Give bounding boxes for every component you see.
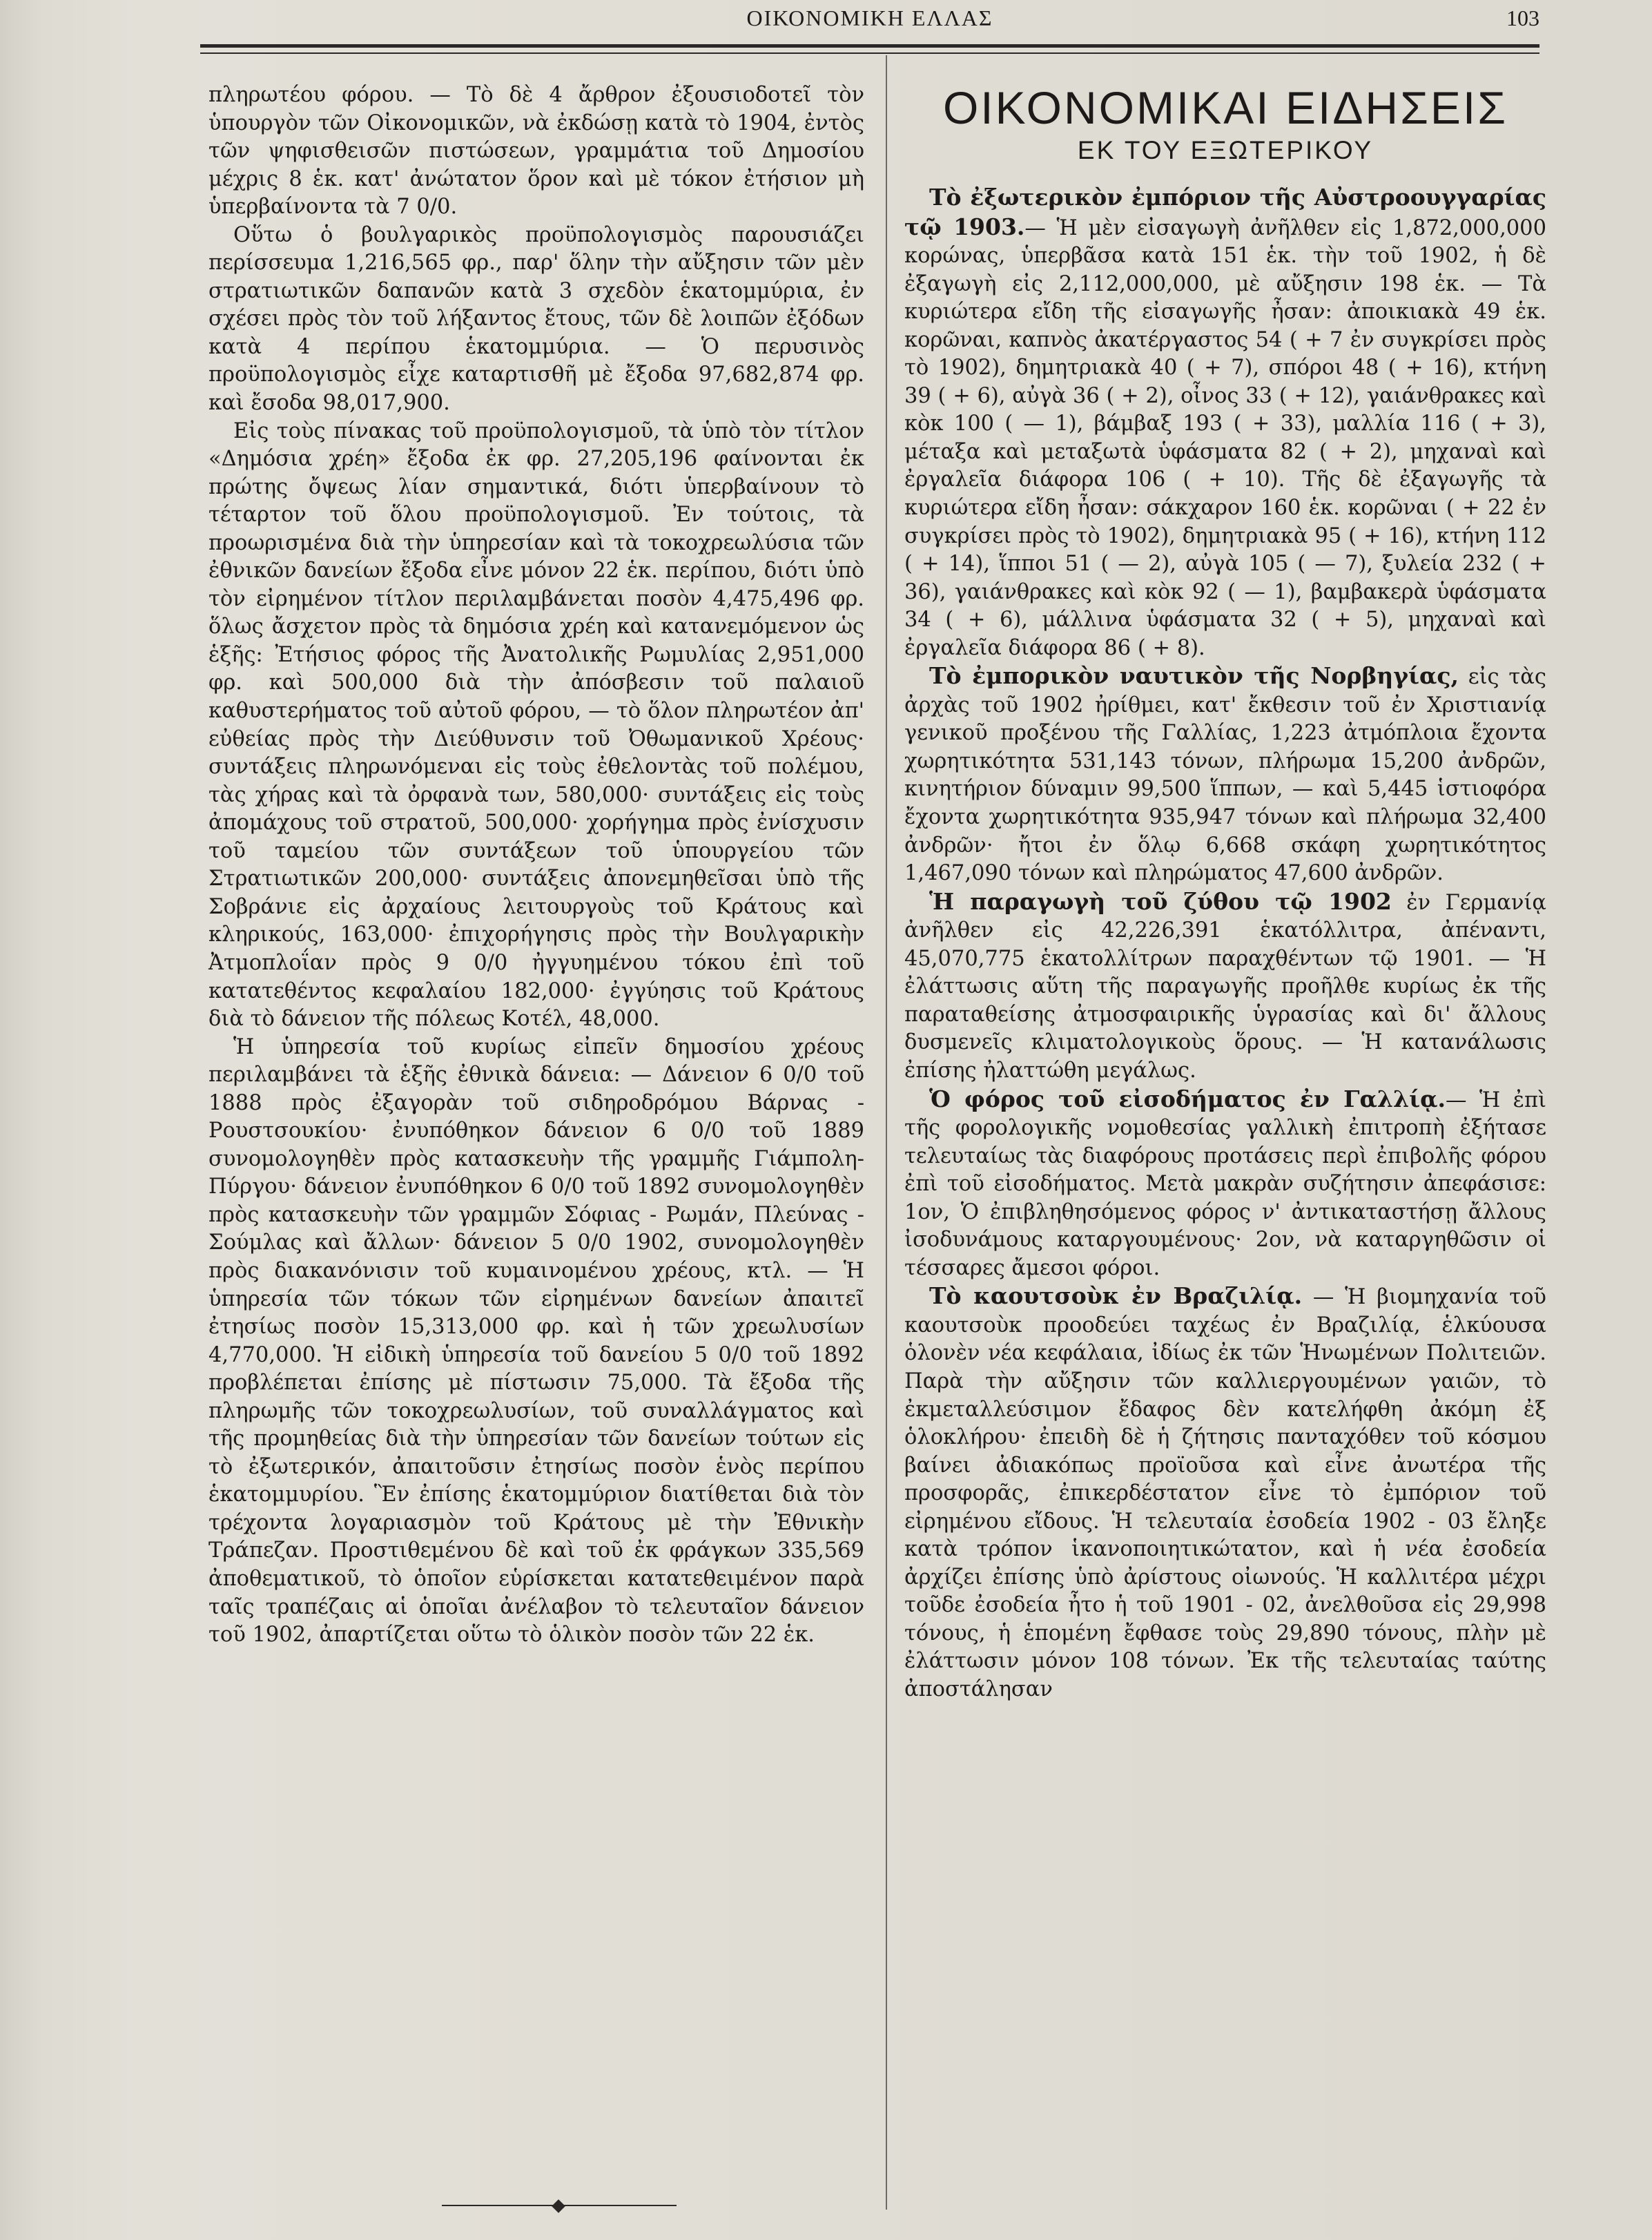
paragraph-2: Οὕτω ὁ βουλγαρικὸς προϋπολογισμὸς παρουσιάζει περίσσευμα 1,216,565 φρ., παρ' ὅλην τὴν αὔξησιν τῶν μὲν στρατιωτικῶν δαπανῶν κατὰ 3 σχεδὸν ἑκατομμύρια, ἐν σχέσει πρὸς τὸν τοῦ λήξαντος ἔτους, τῶν δὲ λοιπῶν ἐξόδων κατὰ 4 περίπου ἑκατομμύρια. — Ὁ περυσινὸς προϋπολογισμὸς εἶχε καταρτισθῆ μὲ ἔξοδα 97,682,874 φρ. καὶ ἔσοδα 98,017,900. (208, 222, 864, 416)
ornament-diamond-icon (552, 2199, 565, 2213)
header-title: ΟΙΚΟΝΟΜΙΚΗ ΕΛΛΑΣ (746, 6, 993, 30)
news-heading: Τὸ καουτσοὺκ ἐν Βραζιλίᾳ. (929, 1282, 1303, 1310)
column-divider (886, 55, 887, 2210)
news-item-beer (904, 888, 1546, 1085)
news-text: ἐν Γερμανίᾳ ἀνῆλθεν εἰς 42,226,391 ἑκατόλλιτρα, ἀπέναντι, 45,070,775 ἑκατολλίτρων παραχθέντων τῷ 1901. — Ἡ ἐλάττωσις αὕτη τῆς παραγωγῆς προῆλθε κυρίως ἐκ τῆς παραταθείσης ἀτμοσφαιρικῆς ὑγρασίας καὶ δι' ἄλλους δυσμενεῖς κλιματολογικοὺς ὅρους. — Ἡ κατανάλωσις ἐπίσης ἠλαττώθη μεγάλως. (904, 890, 1546, 1083)
running-header (200, 4, 1539, 32)
news-item-rubber (904, 1282, 1546, 1703)
news-item-austria-hungary (904, 184, 1546, 662)
left-column (208, 81, 864, 1650)
news-heading: Τὸ ἐξωτερικὸν ἐμπόριον τῆς Αὐστροουγγαρίας τῷ 1903. (904, 184, 1546, 240)
right-column (904, 81, 1546, 1704)
header-rule-thin (200, 52, 1539, 54)
news-item-norway (904, 662, 1546, 887)
news-text: — Ἡ βιομηχανία τοῦ καουτσοὺκ προοδεύει ταχέως ἐν Βραζιλίᾳ, ἑλκύουσα ὁλονὲν νέα κεφάλαια, ἰδίως ἐκ τῶν Ἡνωμένων Πολιτειῶν. Παρὰ τὴν αὔξησιν τῶν καλλιεργουμένων γαιῶν, τὸ ἐκμεταλλεύσιμον ἔδαφος δὲν κατελήφθη ἀκόμη ἐξ ὁλοκλήρου· ἐπειδὴ δὲ ἡ ζήτησις πανταχόθεν τοῦ κόσμου βαίνει ἀδιακόπως προϊοῦσα καὶ εἶνε ἀνωτέρα τῆς προσφορᾶς, ἐπικερδέστατον εἶνε τὸ ἐμπόριον τοῦ εἰρημένου εἴδους. Ἡ τελευταία ἐσοδεία 1902 - 03 ἔληξε κατὰ τρόπον ἱκανοποιητικώτατον, καὶ ἡ νέα ἐσοδεία ἀρχίζει ἐπίσης ὑπὸ ἀρίστους οἰωνούς. Ἡ καλλιτέρα μέχρι τοῦδε ἐσοδεία ἦτο ἡ τοῦ 1901 - 02, ἀνελθοῦσα εἰς 29,998 τόνους, ἡ ἑπομένη ἔφθασε τοὺς 29,890 τόνους, πλὴν μὲ ἐλάττωσιν μόνον 108 τόνων. Ἐκ τῆς τελευταίας ταύτης ἀποστάλησαν (904, 1285, 1546, 1701)
end-ornament (442, 2201, 677, 2210)
paragraph-1: πληρωτέου φόρου. — Τὸ δὲ 4 ἄρθρον ἐξουσιοδοτεῖ τὸν ὑπουργὸν τῶν Οἰκονομικῶν, νὰ ἐκδώσῃ κατὰ τὸ 1904, ἐντὸς τῶν ψηφισθεισῶν πιστώσεων, γραμμάτια τοῦ Δημοσίου μέχρις 8 ἑκ. κατ' ἀνώτατον ὅρον καὶ μὲ τόκον ἐτήσιον μὴ ὑπερβαίνοντα τὰ 7 0/0. (208, 83, 864, 220)
news-heading: Τὸ ἐμπορικὸν ναυτικὸν τῆς Νορβηγίας, (929, 662, 1459, 690)
news-text: εἰς τὰς ἀρχὰς τοῦ 1902 ἠρίθμει, κατ' ἔκθεσιν τοῦ ἐν Χριστιανίᾳ γενικοῦ προξένου τῆς Γαλλίας, 1,223 ἀτμόπλοια ἔχοντα χωρητικότητα 531,143 τόνων, πλήρωμα 15,200 ἀνδρῶν, κινητήριον δύναμιν 99,500 ἵππων, — καὶ 5,445 ἱστιοφόρα ἔχοντα χωρητικότητα 935,947 τόνων καὶ πλήρωμα 32,400 ἀνδρῶν· ἤτοι ἐν ὅλῳ 6,668 σκάφη χωρητικότητος 1,467,090 τόνων καὶ πληρώματος 47,600 ἀνδρῶν. (904, 665, 1546, 886)
section-subtitle: ΕΚ ΤΟΥ ΕΞΩΤΕΡΙΚΟΥ (1077, 136, 1374, 164)
news-item-income-tax (904, 1085, 1546, 1283)
news-text: — Ἡ ἐπὶ τῆς φορολογικῆς νομοθεσίας γαλλικὴ ἐπιτροπὴ ἐξήτασε τελευταίως τὰς διαφόρους προτάσεις περὶ ἐπιβολῆς φόρου ἐπὶ τοῦ εἰσοδήματος. Μετὰ μακρὰν συζήτησιν ἀπεφάσισε: 1ον, Ὁ ἐπιβληθησόμενος φόρος ν' ἀντικαταστήσῃ ἄλλους ἰσοδυνάμους καταργουμένους· 2ον, νὰ καταργηθῶσιν οἱ τέσσαρες ἄμεσοι φόροι. (904, 1088, 1546, 1280)
header-rule-thick (200, 44, 1539, 48)
section-title: ΟΙΚΟΝΟΜΙΚΑΙ ΕΙΔΗΣΕΙΣ (942, 82, 1508, 133)
paragraph-3: Εἰς τοὺς πίνακας τοῦ προϋπολογισμοῦ, τὰ ὑπὸ τὸν τίτλον «Δημόσια χρέη» ἔξοδα ἐκ φρ. 27,205,196 φαίνονται ἐκ πρώτης ὄψεως λίαν σημαντικά, διότι ὑπερβαίνουν τὸ τέταρτον τοῦ ὅλου προϋπολογισμοῦ. Ἐν τούτοις, τὰ προωρισμένα διὰ τὴν ὑπηρεσίαν καὶ τὰ τοκοχρεωλύσια τῶν ἐθνικῶν δανείων ἔξοδα εἶνε μόνον 22 ἑκ. περίπου, διότι ὑπὸ τὸν εἰρημένον τίτλον περιλαμβάνεται ποσὸν 4,475,496 φρ. ὅλως ἄσχετον πρὸς τὰ δημόσια χρέη καὶ κατανεμόμενον ὡς ἑξῆς: Ἐτήσιος φόρος τῆς Ἀνατολικῆς Ρωμυλίας 2,951,000 φρ. καὶ 500,000 διὰ τὴν ἀπόσβεσιν τοῦ παλαιοῦ καθυστερήματος τοῦ αὐτοῦ φόρου, — τὸ ὅλον πληρωτέον ἀπ' εὐθείας πρὸς τὴν Διεύθυνσιν τοῦ Ὀθωμανικοῦ Χρέους· συντάξεις πληρωνόμεναι εἰς τοὺς ἐθελοντὰς τοῦ πολέμου, τὰς χήρας καὶ τὰ ὀρφανὰ των, 580,000· συντάξεις εἰς τοὺς ἀπομάχους τοῦ στρατοῦ, 500,000· χορήγημα πρὸς ἐνίσχυσιν τοῦ ταμείου τῶν συντάξεων τοῦ ὑπουργείου τῶν Στρατιωτικῶν 200,000· συντάξεις ἀπονεμηθεῖσαι ὑπὸ τῆς Σοβράνιε εἰς ἀρχαίους λειτουργοὺς τοῦ Κράτους καὶ κληρικούς, 163,000· ἐπιχορήγησις πρὸς τὴν Βουλγαρικὴν Ἀτμοπλοΐαν πρὸς 9 0/0 ἠγγυημένου τόκου ἐπὶ τοῦ κατατεθέντος κεφαλαίου 182,000· ἐγγύησις τοῦ Κράτους διὰ τὸ δάνειον τῆς πόλεως Κοτέλ, 48,000. (208, 418, 864, 1032)
news-text: — Ἡ μὲν εἰσαγωγὴ ἀνῆλθεν εἰς 1,872,000,000 κορώνας, ὑπερβᾶσα κατὰ 151 ἑκ. τὴν τοῦ 1902, ἡ δὲ ἐξαγωγὴ εἰς 2,112,000,000, μὲ αὔξησιν 198 ἑκ. — Τὰ κυριώτερα εἴδη τῆς εἰσαγωγῆς ἦσαν: ἀποικιακὰ 49 ἑκ. κορῶναι, καπνὸς ἀκατέργαστος 54 ( + 7 ἐν συγκρίσει πρὸς τὸ 1902), δημητριακὰ 40 ( + 7), σπόροι 48 ( + 16), κτήνη 39 ( + 6), αὐγὰ 36 ( + 2), οἶνος 33 ( + 12), γαιάνθρακες καὶ κὸκ 100 ( — 1), βάμβαξ 193 ( + 33), μαλλία 116 ( + 3), μέταξα καὶ μεταξωτὰ ὑφάσματα 82 ( + 2), μηχαναὶ καὶ ἐργαλεῖα διάφορα 106 ( + 10). Τῆς δὲ ἐξαγωγῆς τὰ κυριώτερα εἴδη ἦσαν: σάκχαρον 160 ἑκ. κορῶναι ( + 22 ἐν συγκρίσει πρὸς τὸ 1902), δημητριακὰ 95 ( + 16), κτήνη 112 ( + 14), ἵπποι 51 ( — 2), αὐγὰ 105 ( — 7), ξυλεία 232 ( + 36), γαιάνθρακες καὶ κὸκ 92 ( — 1), βαμβακερὰ ὑφάσματα 34 ( + 6), μάλλινα ὑφάσματα 32 ( + 5), μηχαναὶ καὶ ἐργαλεῖα διάφορα 86 ( + 8). (904, 215, 1546, 660)
news-heading: Ὁ φόρος τοῦ εἰσοδήματος ἐν Γαλλίᾳ. (929, 1085, 1446, 1112)
page-number: 103 (1506, 6, 1539, 30)
paragraph-4: Ἡ ὑπηρεσία τοῦ κυρίως εἰπεῖν δημοσίου χρέους περιλαμβάνει τὰ ἑξῆς ἐθνικὰ δάνεια: — Δάνειον 6 0/0 τοῦ 1888 πρὸς ἐξαγορὰν τοῦ σιδηροδρόμου Βάρνας - Ρουστσουκίου· ἐνυπόθηκον δάνειον 6 0/0 τοῦ 1889 συνομολογηθὲν πρὸς κατασκευὴν τῆς γραμμῆς Γιάμπολη-Πύργου· δάνειον ἐνυπόθηκον 6 0/0 τοῦ 1892 συνομολογηθὲν πρὸς κατασκευὴν τῶν γραμμῶν Σόφιας - Ρωμάν, Πλεύνας - Σούμλας καὶ ἄλλων· δάνειον 5 0/0 1902, συνομολογηθὲν πρὸς διακανόνισιν τοῦ κυμαινομένου χρέους, κτλ. — Ἡ ὑπηρεσία τῶν τόκων τῶν εἰρημένων δανείων ἀπαιτεῖ ἐτησίως ποσὸν 15,313,000 φρ. καὶ ἡ τῶν χρεωλυσίων 4,770,000. Ἡ εἰδικὴ ὑπηρεσία τοῦ δανείου 5 0/0 τοῦ 1892 προβλέπεται ἐπίσης μὲ πίστωσιν 75,000. Τὰ ἔξοδα τῆς πληρωμῆς τῶν τοκοχρεωλυσίων, τοῦ συναλλάγματος καὶ τῆς προμηθείας διὰ τὴν ὑπηρεσίαν τῶν δανείων τούτων εἰς τὸ ἐξωτερικόν, ἀπαιτοῦσιν ἐτησίως ποσὸν ἑνὸς περίπου ἑκατομμυρίου. Ἓν ἐπίσης ἑκατομμύριον διατίθεται διὰ τὸν τρέχοντα λογαριασμὸν τοῦ Κράτους μὲ τὴν Ἐθνικὴν Τράπεζαν. Προστιθεμένου δὲ καὶ τοῦ ἐκ φράγκων 335,569 ἀποθεματικοῦ, τὸ ὁποῖον εὑρίσκεται κατατεθειμένον παρὰ ταῖς τραπέζαις αἱ ὁποῖαι ἀνέλαβον τὸ τελευταῖον δάνειον τοῦ 1902, ἀπαρτίζεται οὕτω τὸ ὁλικὸν ποσὸν τῶν 22 ἑκ. (208, 1034, 864, 1648)
news-heading: Ἡ παραγωγὴ τοῦ ζύθου τῷ 1902 (929, 887, 1392, 915)
